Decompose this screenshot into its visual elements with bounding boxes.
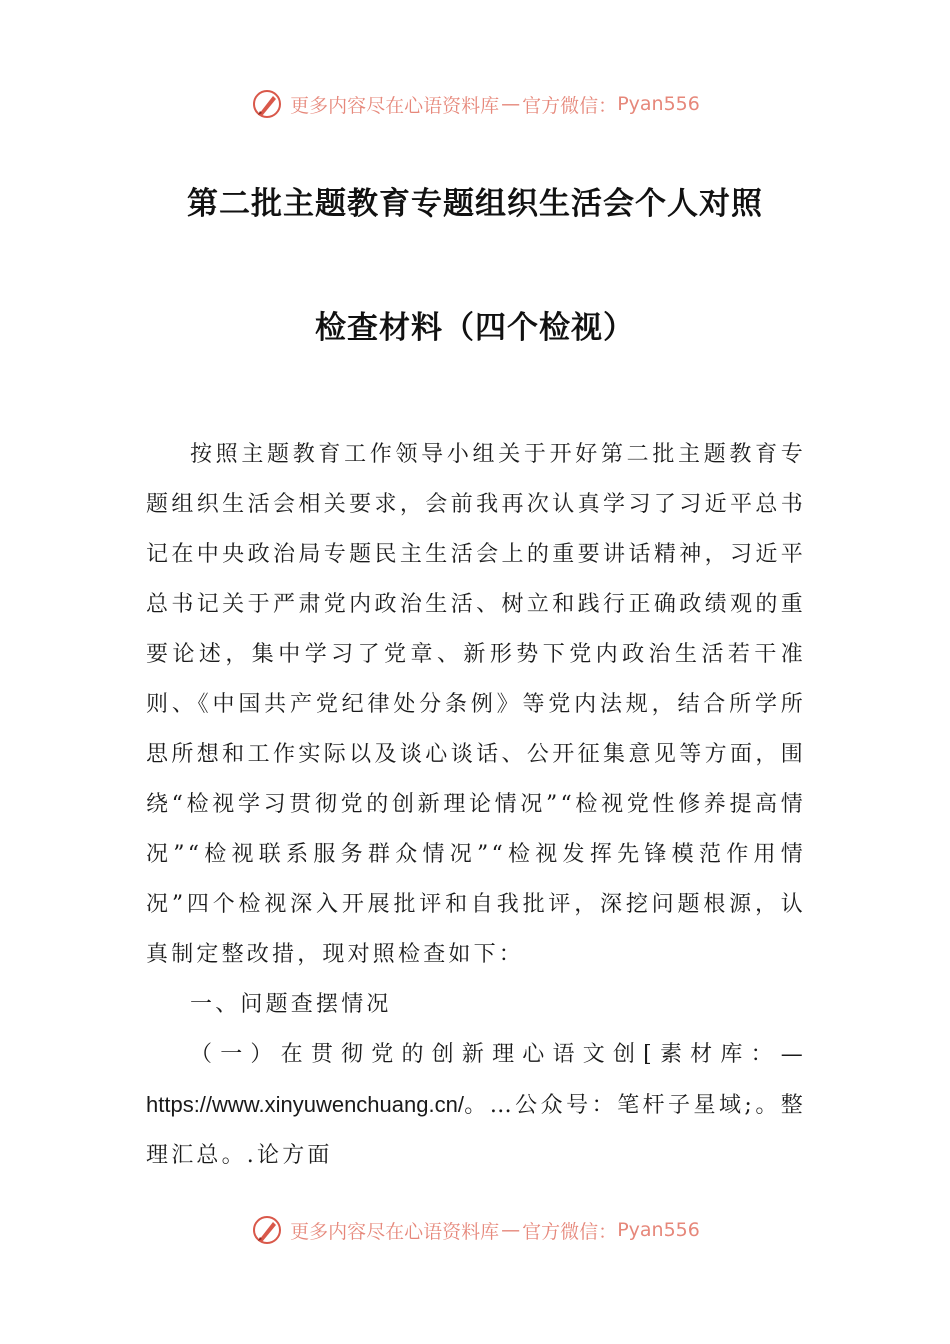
- doc-title-line1: 第二批主题教育专题组织生活会个人对照: [187, 186, 763, 222]
- subsection-1-prefix: （一）在贯彻党的创新理心语文创[素材库：—: [190, 1042, 806, 1067]
- watermark-main-text: 更多内容尽在心语资料库: [290, 94, 500, 117]
- watermark-dash: —: [501, 1219, 521, 1241]
- watermark-header: [0, 84, 950, 124]
- subsection-1: [146, 1030, 806, 1181]
- watermark-dash: —: [501, 93, 521, 115]
- subsection-1-suffix: 。…公众号：笔杆子星域;。整理汇总。.论方面: [146, 1093, 806, 1168]
- watermark-account: Pyan556: [617, 93, 700, 115]
- watermark-footer: [0, 1210, 950, 1250]
- pen-logo-icon: [250, 1213, 284, 1247]
- doc-title-line2: 检查材料（四个检视）: [315, 310, 635, 346]
- pen-logo-icon: [250, 87, 284, 121]
- doc-body: [146, 430, 806, 1181]
- intro-paragraph: 按照主题教育工作领导小组关于开好第二批主题教育专题组织生活会相关要求，会前我再次认真学习了习近平总书记在中央政治局专题民主生活会上的重要讲话精神，习近平总书记关于严肃党内政治生活、树立和践行正确政绩观的重要论述，集中学习了党章、新形势下党内政治生活若干准则、《中国共产党纪律处分条例》等党内法规，结合所学所思所想和工作实际以及谈心谈话、公开征集意见等方面，围绕“检视学习贯彻党的创新理论情况”“检视党性修养提高情况”“检视联系服务群众情况”“检视发挥先锋模范作用情况”四个检视深入开展批评和自我批评，深挖问题根源，认真制定整改措，现对照检查如下：: [146, 442, 806, 967]
- watermark-official-label: 官方微信：: [522, 94, 618, 117]
- watermark-account: Pyan556: [617, 1219, 700, 1241]
- section-heading-1: 一、问题查摆情况: [190, 992, 392, 1017]
- watermark-official-label: 官方微信：: [522, 1220, 618, 1243]
- watermark-main-text: 更多内容尽在心语资料库: [290, 1220, 500, 1243]
- subsection-1-url: https://www.xinyuwenchuang.cn/: [146, 1092, 464, 1117]
